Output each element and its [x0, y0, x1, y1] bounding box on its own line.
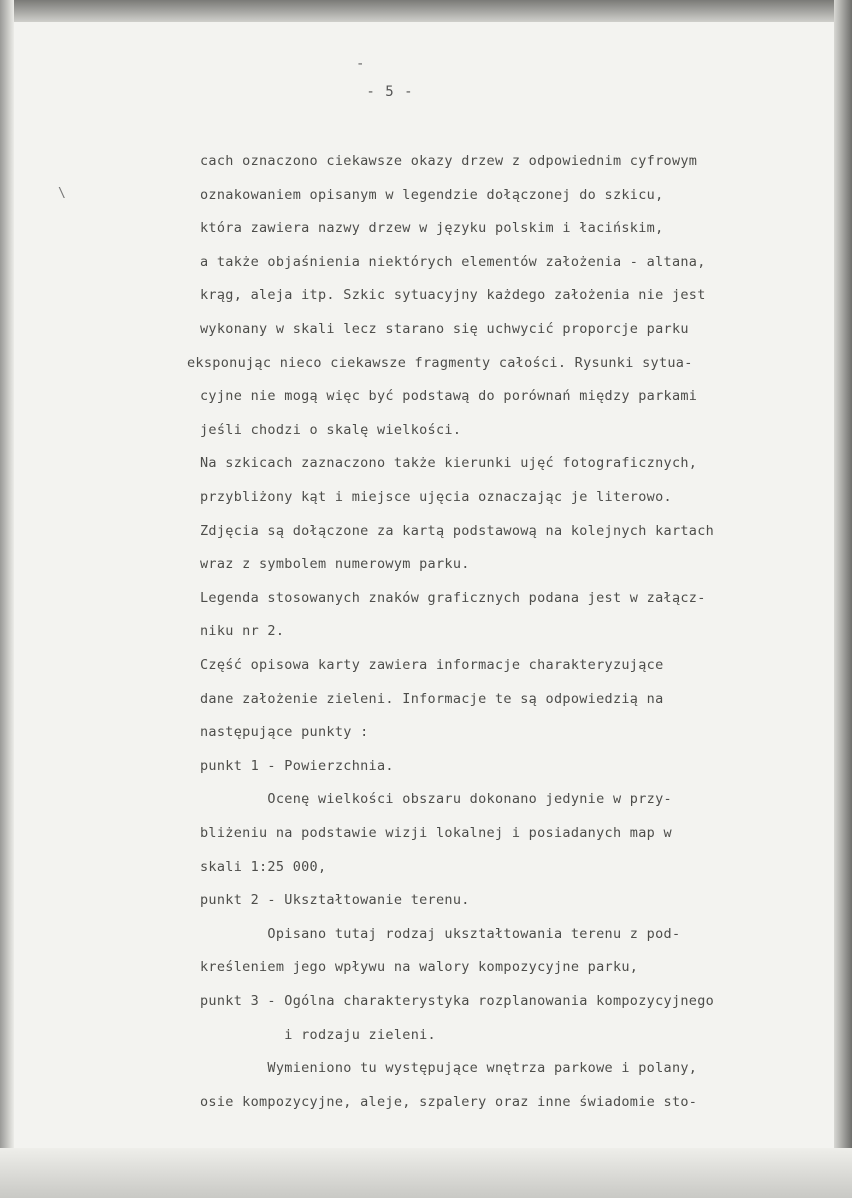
text-line: Na szkicach zaznaczono także kierunki ujęć fotograficznych,: [200, 455, 698, 472]
text-line: następujące punkty :: [200, 724, 369, 741]
scan-edge-right: [834, 0, 852, 1198]
text-line: kreśleniem jego wpływu na walory kompozycyjne parku,: [200, 959, 639, 976]
text-line: Wymieniono tu występujące wnętrza parkowe i polany,: [200, 1060, 698, 1077]
text-line: cyjne nie mogą więc być podstawą do porównań między parkami: [200, 388, 698, 405]
scan-edge-left: [0, 0, 14, 1198]
scan-edge-bottom: [0, 1148, 852, 1198]
top-dash-mark: -: [356, 56, 365, 72]
text-line: jeśli chodzi o skalę wielkości.: [200, 421, 462, 438]
text-line: Legenda stosowanych znaków graficznych podana jest w załącz-: [200, 589, 706, 606]
margin-mark: \: [58, 186, 66, 201]
text-line: Opisano tutaj rodzaj ukształtowania terenu z pod-: [200, 925, 681, 942]
text-line: a także objaśnienia niektórych elementów założenia - altana,: [200, 253, 706, 270]
text-line: punkt 2 - Ukształtowanie terenu.: [200, 892, 470, 909]
text-line: i rodzaju zieleni.: [200, 1026, 436, 1043]
text-line: która zawiera nazwy drzew w języku polskim i łacińskim,: [200, 220, 664, 237]
text-line: skali 1:25 000,: [200, 858, 327, 875]
scan-edge-top: [0, 0, 852, 22]
text-line: cach oznaczono ciekawsze okazy drzew z odpowiednim cyfrowym: [200, 153, 698, 169]
text-line: niku nr 2.: [200, 623, 285, 640]
text-line: wraz z symbolem numerowym parku.: [200, 556, 470, 573]
text-line: Zdjęcia są dołączone za kartą podstawową na kolejnych kartach: [200, 522, 715, 539]
text-line: Część opisowa karty zawiera informacje charakteryzujące: [200, 657, 664, 673]
text-line: eksponując nieco ciekawsze fragmenty całości. Rysunki sytua-: [187, 354, 693, 371]
text-line: wykonany w skali lecz starano się uchwycić proporcje parku: [200, 321, 689, 337]
text-line: Ocenę wielkości obszaru dokonano jedynie w przy-: [200, 791, 672, 808]
text-line: punkt 1 - Powierzchnia.: [200, 757, 394, 774]
text-line: punkt 3 - Ogólna charakterystyka rozplanowania kompozycyjnego: [200, 993, 715, 1009]
text-line: dane założenie zieleni. Informacje te są odpowiedzią na: [200, 690, 664, 707]
text-line: krąg, aleja itp. Szkic sytuacyjny każdego założenia nie jest: [200, 287, 706, 304]
text-line: oznakowaniem opisanym w legendzie dołączonej do szkicu,: [200, 186, 664, 203]
text-line: osie kompozycyjne, aleje, szpalery oraz inne świadomie sto-: [200, 1093, 698, 1110]
text-line: przybliżony kąt i miejsce ujęcia oznaczając je literowo.: [200, 489, 672, 505]
text-line: bliżeniu na podstawie wizji lokalnej i posiadanych map w: [200, 825, 672, 841]
page-number: - 5 -: [366, 84, 414, 100]
